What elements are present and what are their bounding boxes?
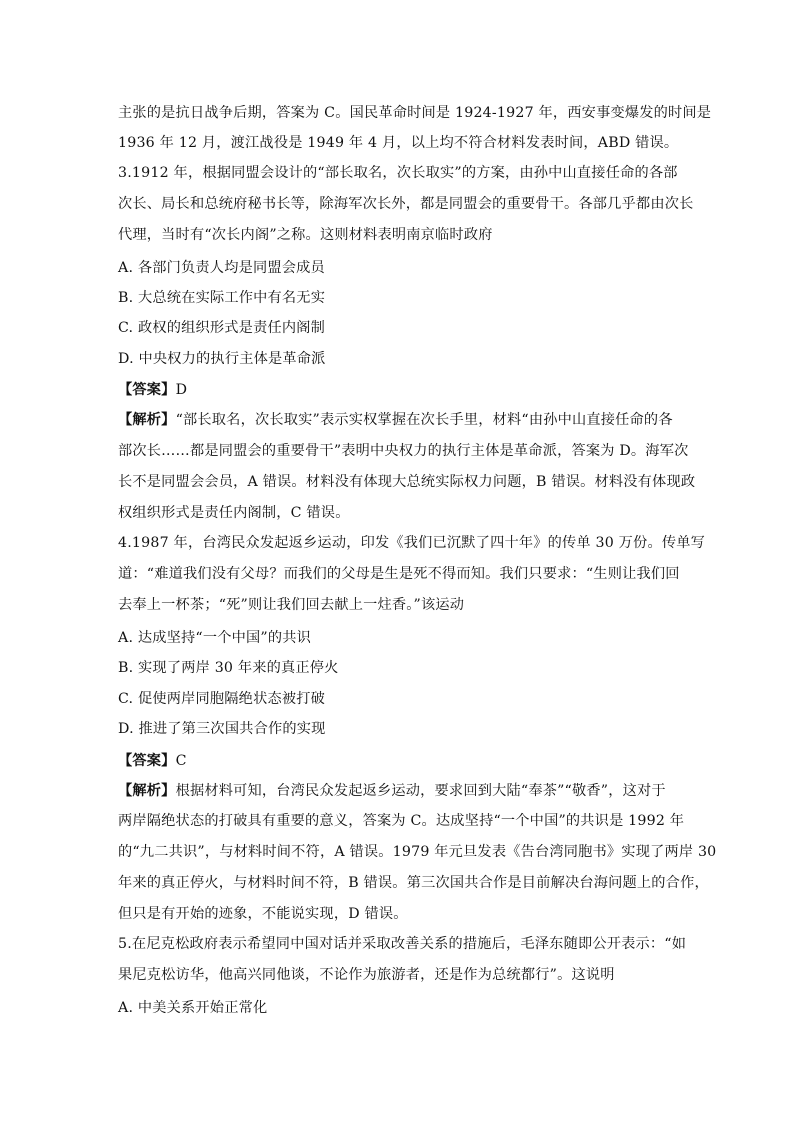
question-4-stem: 4.1987 年，台湾民众发起返乡运动，印发《我们已沉默了四十年》的传单 30 万份。传单写 bbox=[118, 535, 705, 551]
question-4-analysis: 但只是有开始的迹象，不能说实现，D 错误。 bbox=[118, 906, 408, 922]
question-3-analysis: 长不是同盟会会员，A 错误。材料没有体现大总统实际权力问题，B 错误。材料没有体现政 bbox=[118, 474, 696, 490]
question-4-stem: 道：“难道我们没有父母？而我们的父母是生是死不得而知。我们只要求：“生则让我们回 bbox=[118, 566, 680, 582]
question-4-option-c: C. 促使两岸同胞隔绝状态被打破 bbox=[118, 691, 326, 707]
question-5-stem: 5.在尼克松政府表示希望同中国对话并采取改善关系的措施后，毛泽东随即公开表示：“如 bbox=[118, 936, 687, 952]
question-3-option-b: B. 大总统在实际工作中有名无实 bbox=[118, 290, 326, 306]
question-3-analysis: 部次长……都是同盟会的重要骨干”表明中央权力的执行主体是革命派，答案为 D。海军次 bbox=[118, 443, 689, 459]
question-3-stem: 3.1912 年，根据同盟会设计的“部长取名，次长取实”的方案，由孙中山直接任命的各部 bbox=[118, 165, 678, 181]
question-3-analysis: 权组织形式是责任内阁制，C 错误。 bbox=[118, 505, 350, 521]
question-3-option-c: C. 政权的组织形式是责任内阁制 bbox=[118, 320, 326, 336]
question-5-option-a: A. 中美关系开始正常化 bbox=[118, 1000, 268, 1016]
question-4-option-d: D. 推进了第三次国共合作的实现 bbox=[118, 721, 326, 737]
answer-value: C bbox=[175, 753, 187, 769]
analysis-text: 根据材料可知，台湾民众发起返乡运动，要求回到大陆“奉茶”“敬香”，这对于 bbox=[175, 783, 666, 799]
question-4-analysis: 年来的真正停火，与材料时间不符，B 错误。第三次国共合作是目前解决台海问题上的合作， bbox=[118, 875, 709, 891]
question-4-analysis: 的“九二共识”，与材料时间不符，A 错误。1979 年元旦发表《告台湾同胞书》实现了两岸 30 bbox=[118, 844, 717, 860]
answer-tag: 【答案】 bbox=[118, 753, 176, 769]
analysis-tag: 【解析】 bbox=[118, 412, 176, 428]
analysis-text: “部长取名，次长取实”表示实权掌握在次长手里，材料“由孙中山直接任命的各 bbox=[175, 412, 673, 428]
answer-value: D bbox=[175, 382, 188, 398]
question-3-option-d: D. 中央权力的执行主体是革命派 bbox=[118, 351, 326, 367]
question-4-stem: 去奉上一杯茶；“死”则让我们回去献上一炷香。”该运动 bbox=[118, 597, 465, 613]
question-4-option-b: B. 实现了两岸 30 年来的真正停火 bbox=[118, 660, 339, 676]
question-3-analysis bbox=[118, 410, 673, 430]
question-4-answer bbox=[118, 751, 187, 771]
paragraph-line: 1936 年 12 月，渡江战役是 1949 年 4 月，以上均不符合材料发表时间，ABD 错误。 bbox=[118, 135, 679, 151]
answer-tag: 【答案】 bbox=[118, 382, 176, 398]
question-5-stem: 果尼克松访华，他高兴同他谈，不论作为旅游者，还是作为总统都行”。这说明 bbox=[118, 967, 615, 983]
question-3-stem: 代理，当时有“次长内阁”之称。这则材料表明南京临时政府 bbox=[118, 227, 493, 243]
question-4-analysis bbox=[118, 781, 666, 801]
question-4-analysis: 两岸隔绝状态的打破具有重要的意义，答案为 C。达成坚持“一个中国”的共识是 1992 年 bbox=[118, 813, 685, 829]
analysis-tag: 【解析】 bbox=[118, 783, 176, 799]
question-4-option-a: A. 达成坚持“一个中国”的共识 bbox=[118, 630, 312, 646]
paragraph-line: 主张的是抗日战争后期，答案为 C。国民革命时间是 1924-1927 年，西安事变爆发的时间是 bbox=[118, 105, 712, 121]
question-3-answer bbox=[118, 380, 187, 400]
question-3-option-a: A. 各部门负责人均是同盟会成员 bbox=[118, 260, 325, 276]
question-3-stem: 次长、局长和总统府秘书长等，除海军次长外，都是同盟会的重要骨干。各部几乎都由次长 bbox=[118, 196, 694, 212]
